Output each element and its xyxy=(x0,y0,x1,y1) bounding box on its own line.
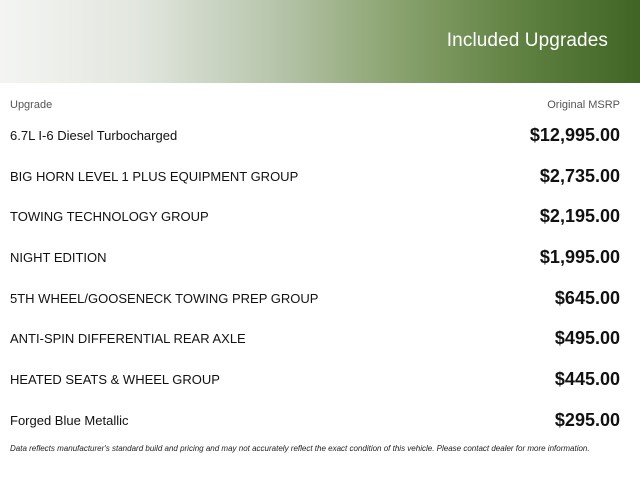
upgrade-row xyxy=(10,278,620,319)
upgrades-list xyxy=(10,115,620,441)
upgrade-name: 6.7L I-6 Diesel Turbocharged xyxy=(10,127,178,143)
upgrade-name: TOWING TECHNOLOGY GROUP xyxy=(10,209,209,225)
upgrade-price: $12,995.00 xyxy=(529,124,620,145)
column-header-row xyxy=(10,99,620,113)
upgrade-price: $645.00 xyxy=(554,287,620,308)
upgrade-name: BIG HORN LEVEL 1 PLUS EQUIPMENT GROUP xyxy=(10,168,299,184)
upgrade-name: HEATED SEATS & WHEEL GROUP xyxy=(10,371,220,387)
upgrade-price: $445.00 xyxy=(554,368,620,389)
upgrade-row xyxy=(10,156,620,197)
upgrade-row xyxy=(10,359,620,400)
column-header-upgrade: Upgrade xyxy=(10,99,53,111)
upgrade-row xyxy=(10,196,620,237)
page-title: Included Upgrades xyxy=(446,30,608,51)
upgrade-price: $495.00 xyxy=(554,328,620,349)
upgrade-name: NIGHT EDITION xyxy=(10,249,107,265)
upgrade-row xyxy=(10,115,620,156)
disclaimer-text: Data reflects manufacturer's standard build and pricing and may not accurately reflect the exact condition of this vehicle. Please contact dealer for more information. xyxy=(10,444,590,453)
header-banner xyxy=(0,0,640,83)
upgrade-name: ANTI-SPIN DIFFERENTIAL REAR AXLE xyxy=(10,331,246,347)
upgrade-price: $2,735.00 xyxy=(539,165,620,186)
upgrade-price: $2,195.00 xyxy=(539,206,620,227)
upgrade-name: Forged Blue Metallic xyxy=(10,412,129,428)
upgrade-row xyxy=(10,318,620,359)
upgrade-price: $1,995.00 xyxy=(539,246,620,267)
upgrade-name: 5TH WHEEL/GOOSENECK TOWING PREP GROUP xyxy=(10,290,319,306)
upgrade-row xyxy=(10,400,620,441)
upgrade-row xyxy=(10,237,620,278)
column-header-msrp: Original MSRP xyxy=(547,99,620,111)
upgrade-price: $295.00 xyxy=(554,409,620,430)
